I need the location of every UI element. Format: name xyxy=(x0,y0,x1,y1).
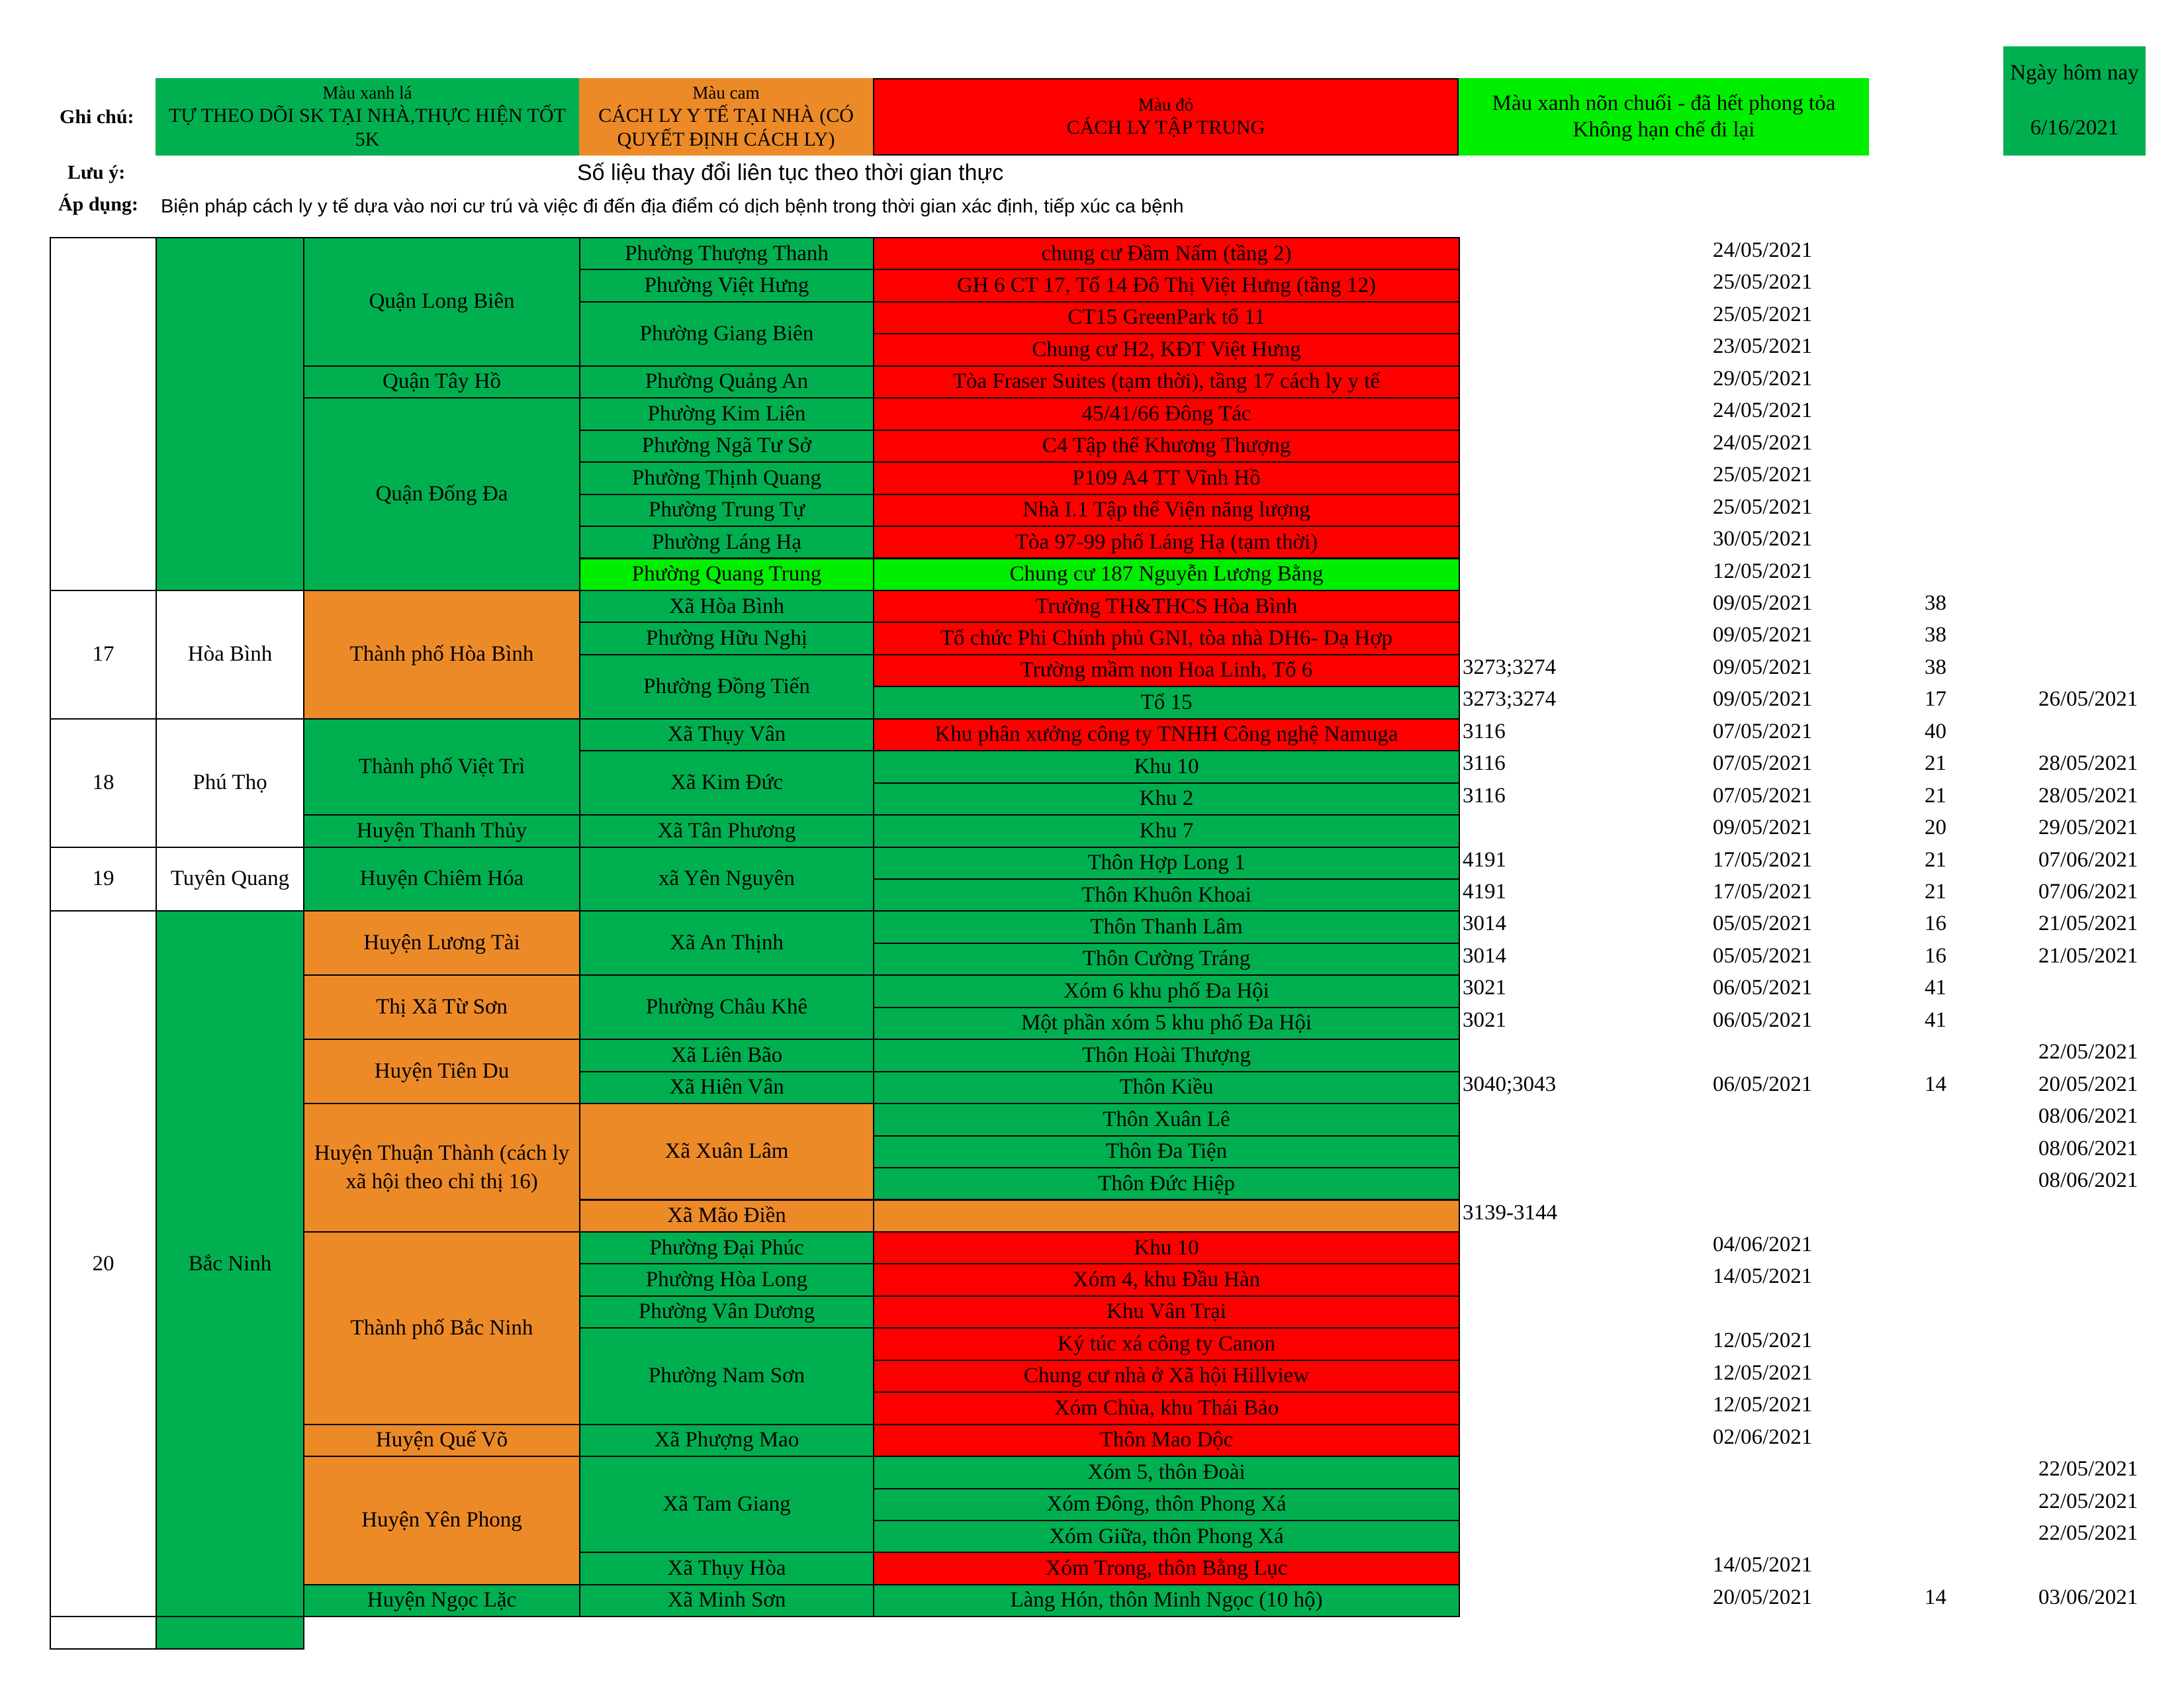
location-cell: Chung cư nhà ở Xã hội Hillview xyxy=(873,1360,1460,1393)
location-cell: Xóm Chùa, khu Thái Bảo xyxy=(873,1391,1460,1425)
location-cell: Thôn Khuôn Khoai xyxy=(873,878,1460,912)
location-cell: Ký túc xá công ty Canon xyxy=(873,1327,1460,1360)
end-date: 26/05/2021 xyxy=(2038,687,2138,712)
start-date: 24/05/2021 xyxy=(1713,399,1813,423)
end-date: 22/05/2021 xyxy=(2038,1040,2138,1064)
district-cell: Quận Đống Đa xyxy=(303,397,580,591)
legend-green-text: TỰ THEO DÕI SK TẠI NHÀ,THỰC HIỆN TỐT 5K xyxy=(169,104,566,150)
location-cell: Trường TH&THCS Hòa Bình xyxy=(873,590,1460,623)
start-date: 17/05/2021 xyxy=(1713,880,1813,904)
days-count: 41 xyxy=(1925,976,1946,1000)
start-date: 25/05/2021 xyxy=(1713,270,1813,295)
start-date: 06/05/2021 xyxy=(1713,1072,1813,1096)
ward-cell: Phường Ngã Tư Sở xyxy=(579,430,874,463)
location-cell: Trường mầm non Hoa Linh, Tổ 6 xyxy=(873,654,1460,687)
province-name: Tuyên Quang xyxy=(156,847,304,912)
district-cell: Huyện Quế Võ xyxy=(303,1424,580,1457)
district-cell: Thị Xã Từ Sơn xyxy=(303,974,580,1040)
ward-cell: Phường Châu Khê xyxy=(579,974,874,1040)
note-label: Ghi chú: xyxy=(60,106,134,128)
start-date: 07/05/2021 xyxy=(1713,751,1813,776)
location-cell: Tòa 97-99 phố Láng Hạ (tạm thời) xyxy=(873,526,1460,559)
remark-label: Lưu ý: xyxy=(68,162,126,183)
province-number: 20 xyxy=(50,910,157,1617)
end-date: 08/06/2021 xyxy=(2038,1104,2138,1129)
start-date: 07/05/2021 xyxy=(1713,783,1813,808)
start-date: 06/05/2021 xyxy=(1713,976,1813,1000)
case-ids: 3021 xyxy=(1463,976,1506,1000)
province-name xyxy=(156,237,304,591)
ward-cell: Xã Kim Đức xyxy=(579,750,874,816)
ward-cell: Xã Tân Phương xyxy=(579,814,874,847)
days-count: 38 xyxy=(1925,590,1946,615)
district-cell: Thành phố Bắc Ninh xyxy=(303,1231,580,1425)
days-count: 21 xyxy=(1925,880,1946,904)
ward-cell: Phường Hữu Nghị xyxy=(579,622,874,655)
location-cell: Khu 10 xyxy=(873,1231,1460,1264)
apply-text: Biện pháp cách ly y tế dựa vào nơi cư trú và việc đi đến địa điểm có dịch bệnh trong thời gian xác định, tiếp xúc ca bệnh xyxy=(161,196,1184,217)
days-count: 20 xyxy=(1925,816,1946,840)
ward-cell: Phường Việt Hưng xyxy=(579,269,874,302)
province-number: 18 xyxy=(50,718,157,848)
district-cell: Huyện Ngọc Lặc xyxy=(303,1584,580,1617)
days-count: 21 xyxy=(1925,783,1946,808)
province-number xyxy=(50,1616,157,1649)
ward-cell: Phường Quang Trung xyxy=(579,558,874,591)
start-date: 09/05/2021 xyxy=(1713,687,1813,712)
location-cell: Xóm 4, khu Đầu Hàn xyxy=(873,1263,1460,1296)
location-cell: Khu Vân Trại xyxy=(873,1295,1460,1329)
start-date: 12/05/2021 xyxy=(1713,1329,1813,1353)
legend-red-text: CÁCH LY TẬP TRUNG xyxy=(1066,116,1265,138)
start-date: 07/05/2021 xyxy=(1713,719,1813,743)
location-cell: C4 Tập thể Khương Thượng xyxy=(873,430,1460,463)
start-date: 30/05/2021 xyxy=(1713,527,1813,551)
ward-cell: Phường Vân Dương xyxy=(579,1295,874,1329)
start-date: 09/05/2021 xyxy=(1713,590,1813,615)
province-name: Phú Thọ xyxy=(156,718,304,848)
days-count: 16 xyxy=(1925,912,1946,936)
district-cell: Huyện Yên Phong xyxy=(303,1456,580,1585)
case-ids: 3040;3043 xyxy=(1463,1072,1557,1096)
district-cell: Huyện Thuận Thành (cách ly xã hội theo chỉ thị 16) xyxy=(303,1103,580,1233)
start-date: 24/05/2021 xyxy=(1713,238,1813,262)
location-cell: Thôn Cường Tráng xyxy=(873,943,1460,976)
ward-cell: Xã Xuân Lâm xyxy=(579,1103,874,1200)
ward-cell: Xã Phượng Mao xyxy=(579,1424,874,1457)
start-date: 09/05/2021 xyxy=(1713,623,1813,647)
start-date: 14/05/2021 xyxy=(1713,1264,1813,1289)
location-cell: Một phần xóm 5 khu phố Đa Hội xyxy=(873,1007,1460,1040)
case-ids: 4191 xyxy=(1463,847,1506,872)
days-count: 40 xyxy=(1925,719,1946,743)
location-cell: Thôn Xuân Lê xyxy=(873,1103,1460,1136)
days-count: 38 xyxy=(1925,623,1946,647)
ward-cell: Phường Nam Sơn xyxy=(579,1327,874,1425)
legend-red-title: Màu đỏ xyxy=(1138,95,1194,115)
today-box xyxy=(2003,46,2146,156)
today-label: Ngày hôm nay xyxy=(2010,61,2139,85)
ward-cell: Phường Đại Phúc xyxy=(579,1231,874,1264)
location-cell: Thôn Hợp Long 1 xyxy=(873,847,1460,880)
start-date: 12/05/2021 xyxy=(1713,1393,1813,1417)
end-date: 22/05/2021 xyxy=(2038,1521,2138,1545)
district-cell: Thành phố Việt Trì xyxy=(303,718,580,816)
legend-light-green-text: Không hạn chế đi lại xyxy=(1572,117,1755,142)
start-date: 12/05/2021 xyxy=(1713,559,1813,583)
district-cell: Huyện Thanh Thủy xyxy=(303,814,580,847)
end-date: 07/06/2021 xyxy=(2038,847,2138,872)
end-date: 22/05/2021 xyxy=(2038,1457,2138,1481)
remark-text: Số liệu thay đổi liên tục theo thời gian thực xyxy=(577,160,1004,185)
start-date: 04/06/2021 xyxy=(1713,1232,1813,1256)
location-cell: Tổ chức Phi Chính phủ GNI, tòa nhà DH6- Dạ Hợp xyxy=(873,622,1460,655)
location-cell: Khu 2 xyxy=(873,782,1460,816)
case-ids: 3273;3274 xyxy=(1463,655,1557,679)
days-count: 14 xyxy=(1925,1585,1946,1609)
location-cell: Tòa Fraser Suites (tạm thời), tầng 17 cách ly y tế xyxy=(873,365,1460,399)
start-date: 29/05/2021 xyxy=(1713,366,1813,391)
location-cell: Xóm Giữa, thôn Phong Xá xyxy=(873,1520,1460,1553)
end-date: 29/05/2021 xyxy=(2038,816,2138,840)
start-date: 25/05/2021 xyxy=(1713,302,1813,326)
start-date: 05/05/2021 xyxy=(1713,912,1813,936)
end-date: 07/06/2021 xyxy=(2038,880,2138,904)
ward-cell: Xã Mão Điền xyxy=(579,1199,874,1233)
location-cell: Thôn Hoài Thượng xyxy=(873,1039,1460,1072)
district-cell: Huyện Chiêm Hóa xyxy=(303,847,580,912)
days-count: 14 xyxy=(1925,1072,1946,1096)
location-cell: Xóm 5, thôn Đoài xyxy=(873,1456,1460,1489)
ward-cell: Xã Hiên Vân xyxy=(579,1071,874,1104)
legend-green xyxy=(156,78,579,156)
start-date: 12/05/2021 xyxy=(1713,1360,1813,1385)
legend-orange-title: Màu cam xyxy=(692,83,760,103)
location-cell: GH 6 CT 17, Tổ 14 Đô Thị Việt Hưng (tầng 12) xyxy=(873,269,1460,302)
location-cell: Khu phân xưởng công ty TNHH Công nghệ Namuga xyxy=(873,718,1460,751)
ward-cell: Xã Hòa Bình xyxy=(579,590,874,623)
location-cell: Làng Hón, thôn Minh Ngọc (10 hộ) xyxy=(873,1584,1460,1617)
location-cell: chung cư Đầm Nấm (tầng 2) xyxy=(873,237,1460,270)
location-cell: Xóm 6 khu phố Đa Hội xyxy=(873,974,1460,1008)
legend-light-green-title: Màu xanh nõn chuối - đã hết phong tỏa xyxy=(1492,91,1836,115)
case-ids: 3116 xyxy=(1463,783,1506,808)
case-ids: 3139-3144 xyxy=(1463,1200,1557,1225)
end-date: 08/06/2021 xyxy=(2038,1136,2138,1160)
ward-cell: Xã Thụy Hòa xyxy=(579,1552,874,1585)
location-cell: 45/41/66 Đông Tác xyxy=(873,397,1460,430)
ward-cell: Phường Đồng Tiến xyxy=(579,654,874,720)
case-ids: 3116 xyxy=(1463,751,1506,776)
province-number xyxy=(50,237,157,591)
start-date: 05/05/2021 xyxy=(1713,943,1813,968)
end-date: 21/05/2021 xyxy=(2038,912,2138,936)
ward-cell: Phường Giang Biên xyxy=(579,301,874,367)
days-count: 21 xyxy=(1925,751,1946,776)
district-cell: Quận Tây Hồ xyxy=(303,365,580,399)
province-name xyxy=(156,1616,304,1649)
case-ids: 3014 xyxy=(1463,943,1506,968)
location-cell: Xóm Trong, thôn Bằng Lục xyxy=(873,1552,1460,1585)
end-date: 28/05/2021 xyxy=(2038,783,2138,808)
location-cell: Thôn Thanh Lâm xyxy=(873,910,1460,943)
location-cell: CT15 GreenPark tổ 11 xyxy=(873,301,1460,334)
location-cell: Khu 7 xyxy=(873,814,1460,847)
ward-cell: Phường Hòa Long xyxy=(579,1263,874,1296)
location-cell: Thôn Mao Dộc xyxy=(873,1424,1460,1457)
ward-cell: Phường Thượng Thanh xyxy=(579,237,874,270)
ward-cell: Xã Tam Giang xyxy=(579,1456,874,1553)
location-cell xyxy=(873,1199,1460,1233)
district-cell: Huyện Tiên Du xyxy=(303,1039,580,1104)
start-date: 25/05/2021 xyxy=(1713,494,1813,519)
location-cell: Xóm Đông, thôn Phong Xá xyxy=(873,1488,1460,1521)
ward-cell: Xã Thụy Vân xyxy=(579,718,874,751)
location-cell: Thôn Kiều xyxy=(873,1071,1460,1104)
province-name: Hòa Bình xyxy=(156,590,304,720)
legend-light-green xyxy=(1459,78,1869,156)
ward-cell: Phường Quảng An xyxy=(579,365,874,399)
start-date: 25/05/2021 xyxy=(1713,463,1813,487)
end-date: 08/06/2021 xyxy=(2038,1168,2138,1193)
days-count: 41 xyxy=(1925,1008,1946,1032)
legend-green-title: Màu xanh lá xyxy=(322,83,412,103)
district-cell: Huyện Lương Tài xyxy=(303,910,580,976)
location-cell: Thôn Đa Tiện xyxy=(873,1135,1460,1168)
case-ids: 3021 xyxy=(1463,1008,1506,1032)
province-number: 17 xyxy=(50,590,157,720)
case-ids: 4191 xyxy=(1463,880,1506,904)
end-date: 28/05/2021 xyxy=(2038,751,2138,776)
location-cell: Tổ 15 xyxy=(873,686,1460,719)
start-date: 02/06/2021 xyxy=(1713,1425,1813,1449)
apply-label: Áp dụng: xyxy=(58,193,138,215)
ward-cell: Phường Kim Liên xyxy=(579,397,874,430)
days-count: 38 xyxy=(1925,655,1946,679)
ward-cell: Phường Thịnh Quang xyxy=(579,461,874,494)
end-date: 03/06/2021 xyxy=(2038,1585,2138,1609)
location-cell: Chung cư H2, KĐT Việt Hưng xyxy=(873,333,1460,366)
start-date: 23/05/2021 xyxy=(1713,334,1813,359)
ward-cell: xã Yên Nguyên xyxy=(579,847,874,912)
legend-orange xyxy=(579,78,873,156)
ward-cell: Xã Liên Bão xyxy=(579,1039,874,1072)
start-date: 24/05/2021 xyxy=(1713,430,1813,455)
case-ids: 3273;3274 xyxy=(1463,687,1557,712)
ward-cell: Xã An Thịnh xyxy=(579,910,874,976)
location-cell: Khu 10 xyxy=(873,750,1460,783)
legend-red xyxy=(873,78,1459,156)
province-name: Bắc Ninh xyxy=(156,910,304,1617)
end-date: 20/05/2021 xyxy=(2038,1072,2138,1096)
location-cell: Chung cư 187 Nguyễn Lương Bằng xyxy=(873,558,1460,591)
district-cell: Quận Long Biên xyxy=(303,237,580,367)
ward-cell: Xã Minh Sơn xyxy=(579,1584,874,1617)
start-date: 14/05/2021 xyxy=(1713,1553,1813,1577)
today-date: 6/16/2021 xyxy=(2030,115,2119,140)
province-number: 19 xyxy=(50,847,157,912)
days-count: 21 xyxy=(1925,847,1946,872)
location-cell: Thôn Đức Hiệp xyxy=(873,1167,1460,1200)
location-cell: Nhà I.1 Tập thể Viện năng lượng xyxy=(873,494,1460,527)
start-date: 20/05/2021 xyxy=(1713,1585,1813,1609)
start-date: 09/05/2021 xyxy=(1713,655,1813,679)
start-date: 09/05/2021 xyxy=(1713,816,1813,840)
start-date: 06/05/2021 xyxy=(1713,1008,1813,1032)
ward-cell: Phường Trung Tự xyxy=(579,494,874,527)
end-date: 22/05/2021 xyxy=(2038,1489,2138,1513)
case-ids: 3014 xyxy=(1463,912,1506,936)
legend-orange-text: CÁCH LY Y TẾ TẠI NHÀ (CÓ QUYẾT ĐỊNH CÁCH LY) xyxy=(598,104,854,150)
district-cell: Thành phố Hòa Bình xyxy=(303,590,580,720)
days-count: 17 xyxy=(1925,687,1946,712)
start-date: 17/05/2021 xyxy=(1713,847,1813,872)
location-cell: P109 A4 TT Vĩnh Hồ xyxy=(873,461,1460,494)
days-count: 16 xyxy=(1925,943,1946,968)
ward-cell: Phường Láng Hạ xyxy=(579,526,874,559)
end-date: 21/05/2021 xyxy=(2038,943,2138,968)
case-ids: 3116 xyxy=(1463,719,1506,743)
